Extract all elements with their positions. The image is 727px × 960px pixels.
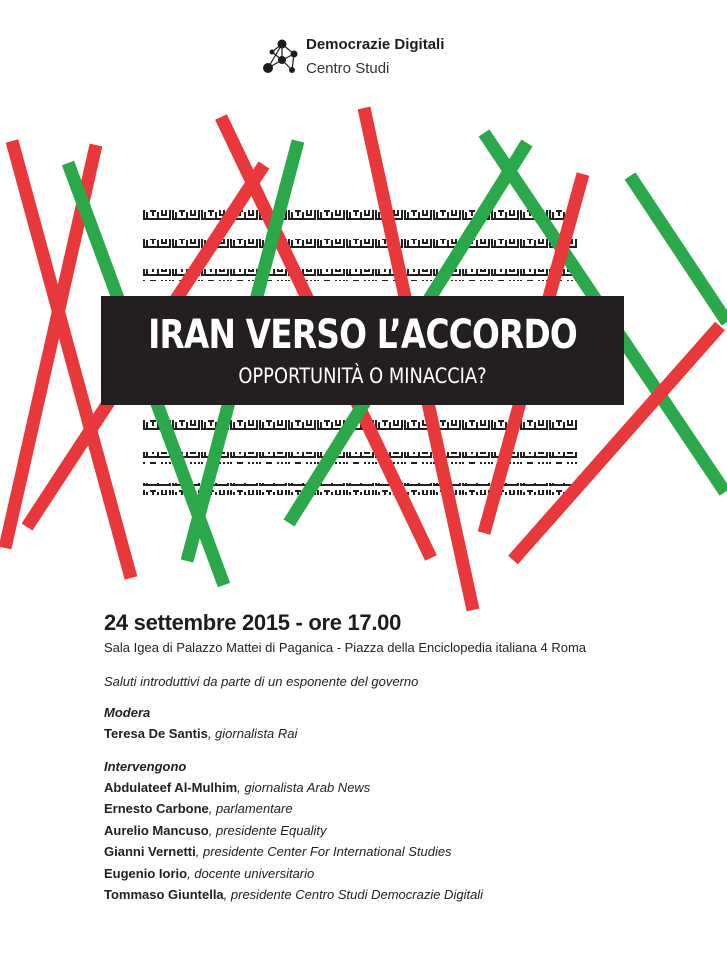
speaker-name: Gianni Vernetti [104, 844, 196, 859]
speaker-name: Abdulateef Al-Mulhim [104, 779, 238, 795]
speaker-entry [104, 798, 704, 820]
speaker-entry [104, 863, 704, 885]
speaker-name: Ernesto Carbone [104, 801, 209, 816]
speaker-role: , presidente Equality [208, 822, 327, 838]
speaker-name: Aurelio Mancuso [104, 822, 209, 838]
event-date: 24 settembre 2015 - ore 17.00 [104, 610, 402, 635]
speaker-role: , presidente Centro Studi Democrazie Digitali [223, 887, 484, 902]
moderator-heading: Modera [104, 705, 151, 720]
logo-name: Democrazie Digitali [306, 36, 445, 53]
speaker-entry [104, 884, 704, 906]
title-banner [101, 296, 624, 405]
logo-subtitle: Centro Studi [306, 60, 390, 77]
speaker-role: , presidente Center For International Studies [195, 844, 452, 859]
speaker-entry [104, 820, 704, 842]
speaker-role: , parlamentare [208, 801, 293, 816]
moderator-name: Teresa De Santis [104, 726, 208, 741]
speakers-list [104, 777, 704, 906]
speaker-entry [104, 777, 704, 799]
speaker-role: , docente universitario [187, 865, 315, 881]
speaker-name: Eugenio Iorio [104, 865, 188, 881]
moderator-entry [104, 723, 704, 745]
speakers-heading: Intervengono [104, 758, 187, 774]
poster-title: IRAN VERSO L’ACCORDO [148, 312, 577, 358]
event-greeting: Saluti introduttivi da parte di un esponente del governo [104, 674, 419, 689]
speaker-entry [104, 841, 704, 863]
speaker-name: Tommaso Giuntella [104, 887, 224, 902]
event-info [104, 610, 704, 906]
event-venue: Sala Igea di Palazzo Mattei di Paganica - Piazza della Enciclopedia italiana 4 Roma [104, 640, 587, 655]
speaker-role: , giornalista Arab News [237, 779, 371, 795]
moderator-role: , giornalista Rai [207, 726, 298, 741]
poster-subtitle: OPPORTUNITÀ O MINACCIA? [238, 364, 487, 388]
